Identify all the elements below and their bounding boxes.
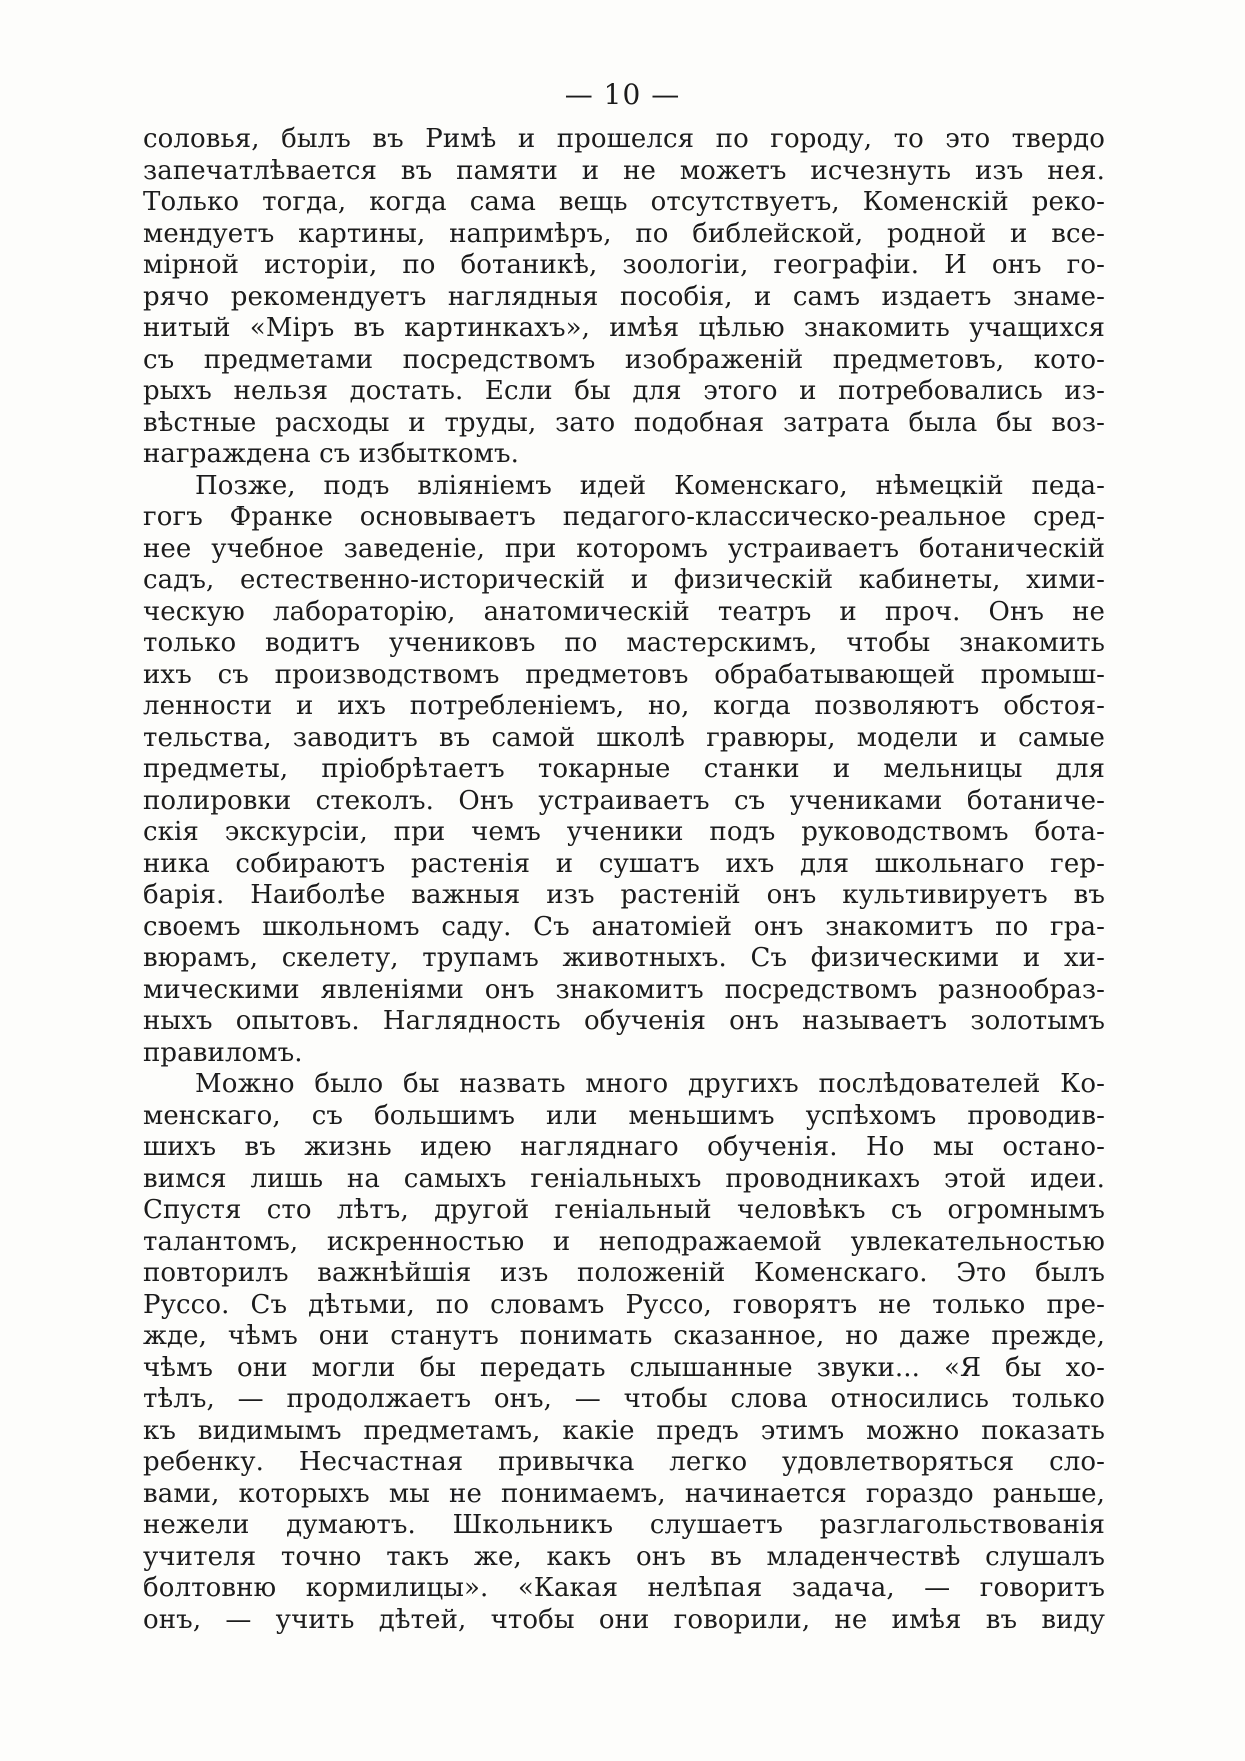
text-line: мическими явленіями онъ знакомитъ посредствомъ разнообраз- (143, 974, 1105, 1005)
text-line: соловья, былъ въ Римѣ и прошелся по городу, то это твердо (143, 124, 1105, 154)
text-line: ныхъ опытовъ. Наглядность обученія онъ называетъ золотымъ (143, 1006, 1105, 1036)
text-line: гогъ Франке основываетъ педагого-классическо-реальное сред- (143, 502, 1105, 532)
text-line: ника собираютъ растенія и сушатъ ихъ для школьнаго гер- (143, 848, 1105, 879)
text-line: болтовню кормилицы». «Какая нелѣпая задача, — говоритъ (143, 1573, 1105, 1603)
text-line: учителя точно такъ же, какъ онъ въ младенчествѣ слушалъ (143, 1541, 1105, 1572)
text-line: ленности и ихъ потребленіемъ, но, когда позволяютъ обстоя- (143, 691, 1105, 721)
text-line: ческую лабораторію, анатомическій театръ и проч. Онъ не (143, 596, 1105, 627)
text-line: своемъ школьномъ саду. Съ анатоміей онъ знакомитъ по гра- (143, 911, 1105, 942)
text-line: нитый «Міръ въ картинкахъ», имѣя цѣлью знакомить учащихся (143, 313, 1105, 343)
text-line: повторилъ важнѣйшія изъ положеній Коменскаго. Это былъ (143, 1258, 1105, 1288)
text-line: полировки стеколъ. Онъ устраиваетъ съ учениками ботаниче- (143, 785, 1105, 816)
body-text (143, 124, 1105, 1636)
text-line: вами, которыхъ мы не понимаемъ, начинается гораздо раньше, (143, 1478, 1105, 1509)
text-line: чѣмъ они могли бы передать слышанные звуки... «Я бы хо- (143, 1352, 1105, 1383)
page-number: — 10 — (564, 78, 681, 111)
text-line: мірной исторіи, по ботаникѣ, зоологіи, географіи. И онъ го- (143, 250, 1105, 280)
text-line: шихъ въ жизнь идею нагляднаго обученія. Но мы остано- (143, 1132, 1105, 1162)
text-line: мендуетъ картины, напримѣръ, по библейской, родной и все- (143, 218, 1105, 249)
text-line: нее учебное заведеніе, при которомъ устраиваетъ ботаническій (143, 533, 1105, 564)
text-line: барія. Наиболѣе важныя изъ растеній онъ культивируетъ въ (143, 880, 1105, 910)
text-line: ребенку. Несчастная привычка легко удовлетворяться сло- (143, 1447, 1105, 1477)
text-line: вюрамъ, скелету, трупамъ животныхъ. Съ физическими и хи- (143, 943, 1105, 973)
text-line: ихъ съ производствомъ предметовъ обрабатывающей промыш- (143, 659, 1105, 690)
text-line: къ видимымъ предметамъ, какіе предъ этимъ можно показать (143, 1415, 1105, 1446)
text-line: тельства, заводитъ въ самой школѣ гравюры, модели и самые (143, 722, 1105, 753)
text-line: онъ, — учить дѣтей, чтобы они говорили, не имѣя въ виду (143, 1604, 1105, 1635)
text-line: съ предметами посредствомъ изображеній предметовъ, кото- (143, 344, 1105, 375)
text-line: менскаго, съ большимъ или меньшимъ успѣхомъ проводив- (143, 1100, 1105, 1131)
text-line: Руссо. Съ дѣтьми, по словамъ Руссо, говорятъ не только пре- (143, 1289, 1105, 1320)
text-line: вимся лишь на самыхъ геніальныхъ проводникахъ этой идеи. (143, 1163, 1105, 1194)
text-line: тѣлъ, — продолжаетъ онъ, — чтобы слова относились только (143, 1384, 1105, 1414)
text-line: только водитъ учениковъ по мастерскимъ, чтобы знакомить (143, 628, 1105, 658)
text-line: рячо рекомендуетъ наглядныя пособія, и самъ издаетъ знаме- (143, 281, 1105, 312)
text-line: Спустя сто лѣтъ, другой геніальный человѣкъ съ огромнымъ (143, 1195, 1105, 1225)
text-line: талантомъ, искренностью и неподражаемой увлекательностью (143, 1226, 1105, 1257)
text-line: Можно было бы назвать много другихъ послѣдователей Ко- (195, 1069, 1105, 1099)
text-line: скія экскурсіи, при чемъ ученики подъ руководствомъ бота- (143, 817, 1105, 847)
text-line: рыхъ нельзя достать. Если бы для этого и потребовались из- (143, 376, 1105, 406)
text-line: правиломъ. (143, 1037, 303, 1068)
text-line: предметы, пріобрѣтаетъ токарные станки и мельницы для (143, 754, 1105, 784)
text-line: Только тогда, когда сама вещь отсутствуетъ, Коменскій реко- (143, 187, 1105, 217)
text-line: садъ, естественно-историческій и физическій кабинеты, хими- (143, 565, 1105, 595)
text-line: вѣстные расходы и труды, зато подобная затрата была бы воз- (143, 407, 1105, 438)
text-line: запечатлѣвается въ памяти и не можетъ исчезнуть изъ нея. (143, 155, 1105, 186)
text-line: награждена съ избыткомъ. (143, 439, 519, 469)
text-line: жде, чѣмъ они станутъ понимать сказанное, но даже прежде, (143, 1321, 1105, 1351)
text-line: нежели думаютъ. Школьникъ слушаетъ разглагольствованія (143, 1510, 1105, 1540)
text-line: Позже, подъ вліяніемъ идей Коменскаго, нѣмецкій педа- (195, 470, 1105, 501)
